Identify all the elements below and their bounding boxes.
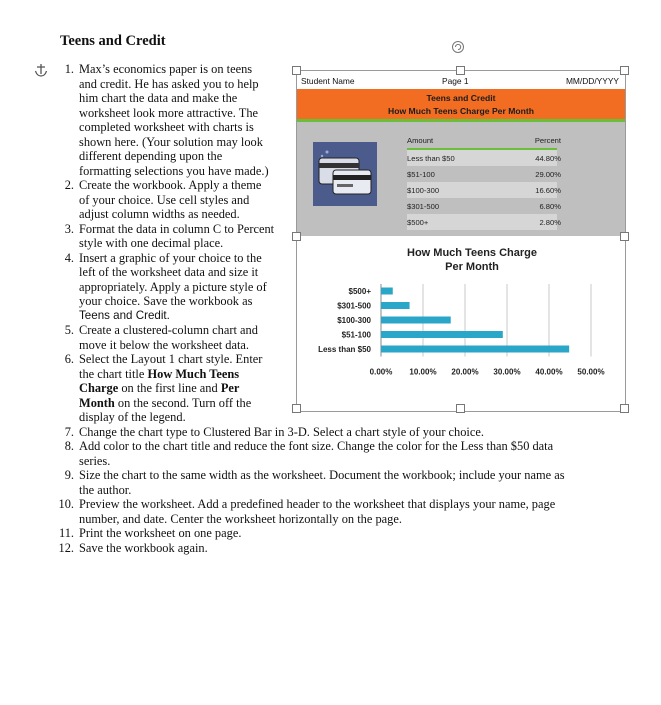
worksheet-title: Teens and Credit: [426, 93, 496, 103]
header-page: Page 1: [442, 76, 469, 86]
step-8: 8. Add color to the chart title and reduce the font size. Change the color for the Less than $50 data series.: [64, 439, 554, 468]
anchor-icon[interactable]: [34, 62, 48, 78]
worksheet-subtitle: How Much Teens Charge Per Month: [388, 106, 534, 116]
chart-title: How Much Teens Charge Per Month: [407, 247, 537, 273]
y-tick-label: $500+: [348, 287, 371, 296]
bar: [381, 317, 451, 324]
y-tick-label: $301-500: [337, 301, 371, 311]
resize-handle[interactable]: [292, 66, 301, 75]
step-2: 2. Create the workbook. Apply a theme of your choice. Use cell styles and adjust column widths as needed.: [64, 178, 262, 221]
header-date: MM/DD/YYYY: [565, 76, 619, 86]
resize-handle[interactable]: [620, 404, 629, 413]
y-tick-label: $100-300: [337, 316, 371, 325]
x-tick-label: 20.00%: [451, 367, 479, 377]
col-percent-header: Percent: [534, 136, 561, 145]
resize-handle[interactable]: [456, 66, 465, 75]
x-tick-label: 30.00%: [493, 367, 521, 377]
header-student-name: Student Name: [301, 76, 355, 86]
data-area: [297, 122, 625, 236]
document-title: Teens and Credit: [60, 33, 166, 49]
bar: [381, 331, 503, 338]
worksheet-image[interactable]: [296, 70, 626, 412]
bar-chart: [297, 276, 625, 411]
credit-card-icon[interactable]: [313, 142, 377, 206]
step-5: 5. Create a clustered-column chart and move it below the worksheet data.: [64, 323, 258, 352]
step-3: 3. Format the data in column C to Percent style with one decimal place.: [64, 221, 275, 250]
table-header-row: [407, 132, 561, 150]
x-tick-label: 40.00%: [535, 367, 563, 377]
bar: [381, 288, 393, 295]
table-row: $301-500 6.80%: [407, 202, 561, 211]
resize-handle[interactable]: [292, 404, 301, 413]
rotate-handle-icon[interactable]: [451, 40, 465, 54]
step-6: 6. Select the Layout 1 chart style. Enter the chart title How Much Teens Charge on the first line and Per Month on the second. Turn off the display of the legend.: [64, 352, 263, 424]
step-4: 4. Insert a graphic of your choice to the left of the worksheet data and size it appropriately. Apply a picture style of your choice. Save the workbook as Teens and Credit.: [56, 251, 616, 324]
step-12: 12. Save the workbook again.: [58, 540, 208, 555]
y-tick-label: $51-100: [341, 330, 371, 340]
table-row: $500+ 2.80%: [407, 214, 557, 230]
resize-handle[interactable]: [456, 404, 465, 413]
worksheet-table: [407, 132, 561, 230]
bar: [381, 302, 410, 309]
resize-handle[interactable]: [620, 232, 629, 241]
table-row: $100-300 16.60%: [407, 182, 557, 198]
resize-handle[interactable]: [292, 232, 301, 241]
col-amount-header: Amount: [407, 136, 434, 145]
step-1: 1. Max’s economics paper is on teens and credit. He has asked you to help him chart the data and make the worksheet look more attractive. The completed worksheet with charts is shown here. (Your solution may look different depending upon the formatting selections you have made.): [64, 62, 269, 178]
y-tick-label: Less than $50: [318, 345, 371, 354]
step-11: 11. Print the worksheet on one page.: [58, 526, 242, 540]
step-9: 9. Size the chart to the same width as the worksheet. Document the workbook; include your name as the author.: [64, 468, 565, 497]
workbook-filename: Teens and Credit.: [79, 308, 170, 322]
x-tick-label: 10.00%: [409, 367, 437, 377]
x-tick-label: 50.00%: [577, 367, 605, 377]
resize-handle[interactable]: [620, 66, 629, 75]
chart-area[interactable]: [297, 236, 625, 411]
table-row: $51-100 29.00%: [407, 170, 561, 179]
x-tick-label: 0.00%: [369, 367, 393, 377]
title-band: [297, 89, 625, 119]
step-7: 7. Change the chart type to Clustered Bar in 3-D. Select a chart style of your choice.: [64, 424, 484, 439]
step-10: 10. Preview the worksheet. Add a predefined header to the worksheet that displays your name, page number, and date. Center the worksheet horizontally on the page.: [58, 497, 556, 526]
table-row: Less than $50 44.80%: [407, 150, 557, 166]
bar: [381, 346, 569, 353]
